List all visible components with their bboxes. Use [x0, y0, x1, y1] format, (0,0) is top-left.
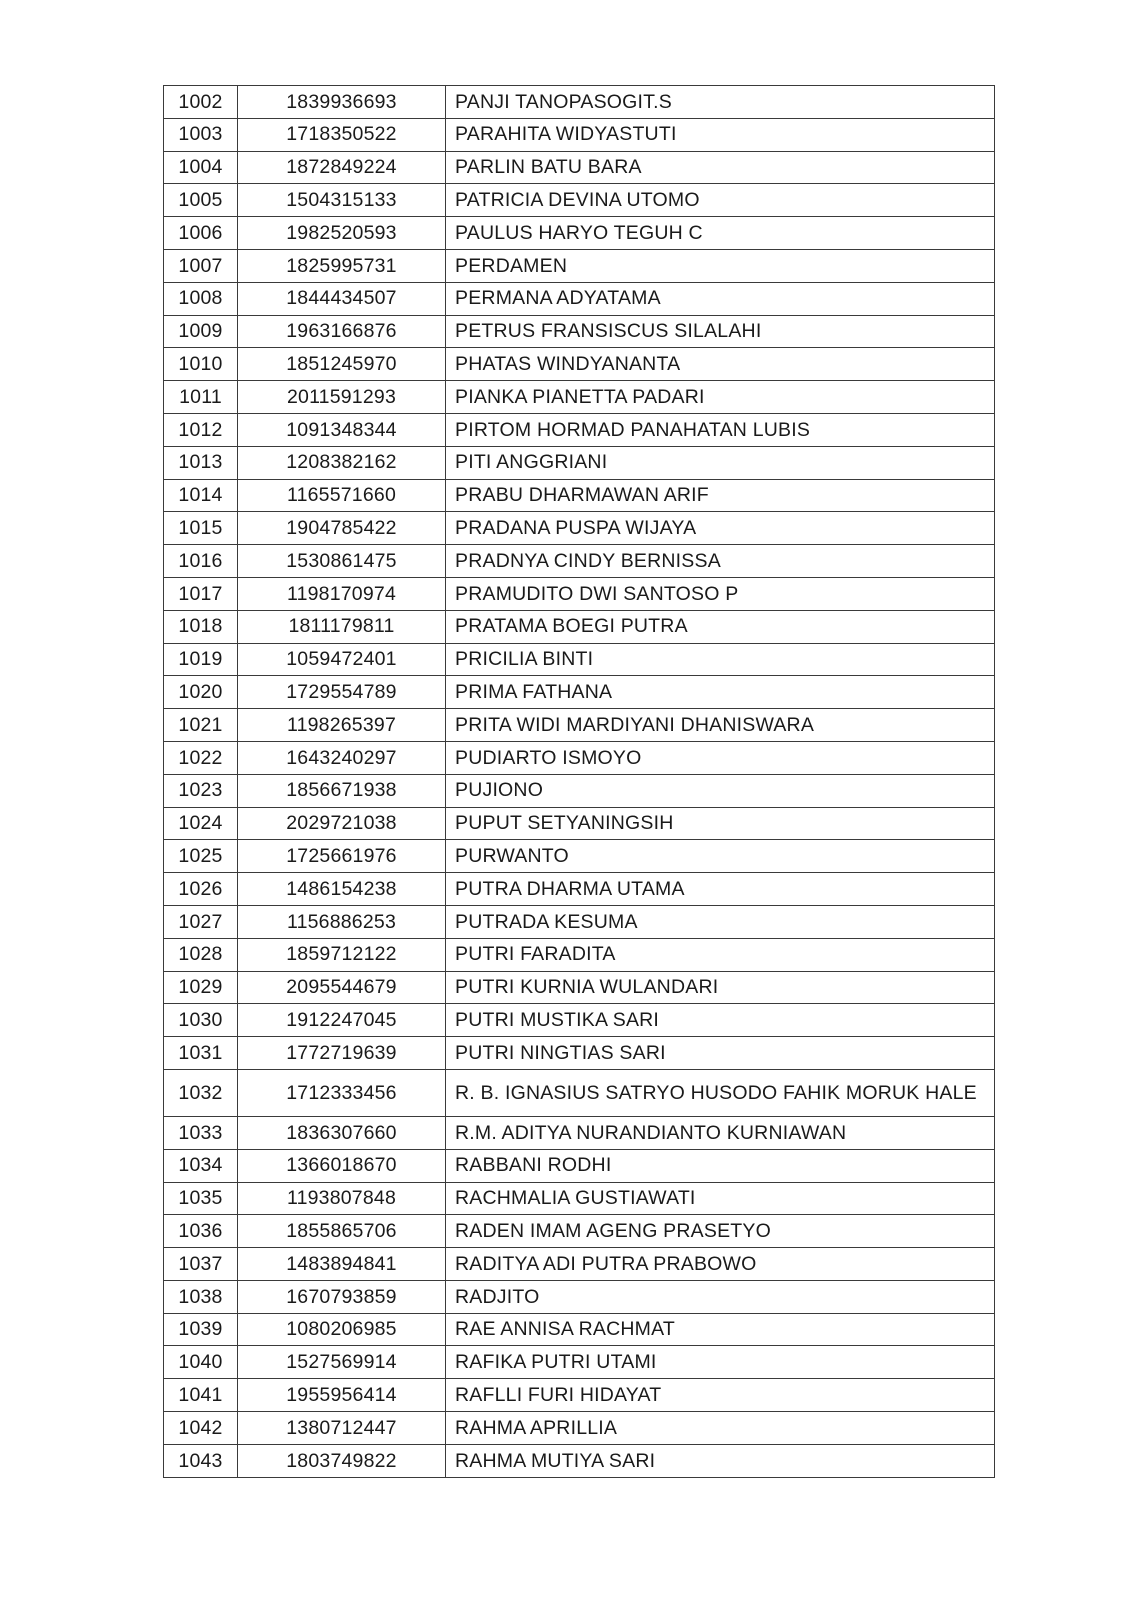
row-number: 1013	[164, 446, 238, 479]
row-name: PITI ANGGRIANI	[446, 446, 995, 479]
row-id: 1855865706	[238, 1215, 446, 1248]
row-id: 1059472401	[238, 643, 446, 676]
row-id: 1844434507	[238, 282, 446, 315]
row-id: 1380712447	[238, 1412, 446, 1445]
table-row	[164, 381, 995, 414]
row-number: 1019	[164, 643, 238, 676]
row-id: 1904785422	[238, 512, 446, 545]
participant-table	[163, 85, 995, 1478]
table-row	[164, 184, 995, 217]
row-id: 2029721038	[238, 807, 446, 840]
row-id: 1165571660	[238, 479, 446, 512]
row-number: 1018	[164, 610, 238, 643]
table-row	[164, 348, 995, 381]
row-name: RAHMA MUTIYA SARI	[446, 1444, 995, 1477]
row-name: RAHMA APRILLIA	[446, 1412, 995, 1445]
table-row	[164, 217, 995, 250]
row-number: 1025	[164, 840, 238, 873]
table-row	[164, 479, 995, 512]
row-name: PARAHITA WIDYASTUTI	[446, 118, 995, 151]
row-number: 1002	[164, 86, 238, 119]
row-number: 1021	[164, 709, 238, 742]
row-id: 1504315133	[238, 184, 446, 217]
row-number: 1033	[164, 1116, 238, 1149]
row-number: 1032	[164, 1069, 238, 1116]
row-name: PRITA WIDI MARDIYANI DHANISWARA	[446, 709, 995, 742]
row-number: 1007	[164, 249, 238, 282]
row-name: R. B. IGNASIUS SATRYO HUSODO FAHIK MORUK HALE	[446, 1069, 995, 1116]
table-row	[164, 1116, 995, 1149]
row-name: PUTRI MUSTIKA SARI	[446, 1004, 995, 1037]
table-row	[164, 1004, 995, 1037]
row-number: 1028	[164, 938, 238, 971]
row-number: 1027	[164, 905, 238, 938]
row-number: 1004	[164, 151, 238, 184]
row-number: 1012	[164, 413, 238, 446]
row-name: PRICILIA BINTI	[446, 643, 995, 676]
row-number: 1020	[164, 676, 238, 709]
row-name: PUTRA DHARMA UTAMA	[446, 873, 995, 906]
row-id: 1643240297	[238, 741, 446, 774]
table-row	[164, 512, 995, 545]
row-number: 1010	[164, 348, 238, 381]
row-number: 1022	[164, 741, 238, 774]
row-number: 1003	[164, 118, 238, 151]
row-name: RADJITO	[446, 1280, 995, 1313]
row-number: 1005	[164, 184, 238, 217]
row-name: PRIMA FATHANA	[446, 676, 995, 709]
row-id: 1670793859	[238, 1280, 446, 1313]
row-name: PAULUS HARYO TEGUH C	[446, 217, 995, 250]
row-number: 1036	[164, 1215, 238, 1248]
row-number: 1030	[164, 1004, 238, 1037]
row-name: RADEN IMAM AGENG PRASETYO	[446, 1215, 995, 1248]
row-number: 1008	[164, 282, 238, 315]
row-name: PHATAS WINDYANANTA	[446, 348, 995, 381]
row-id: 1811179811	[238, 610, 446, 643]
row-id: 1712333456	[238, 1069, 446, 1116]
row-number: 1016	[164, 545, 238, 578]
row-number: 1039	[164, 1313, 238, 1346]
table-row	[164, 1215, 995, 1248]
row-id: 1825995731	[238, 249, 446, 282]
table-row	[164, 610, 995, 643]
table-row	[164, 1037, 995, 1070]
table-row	[164, 446, 995, 479]
table-row	[164, 315, 995, 348]
row-id: 1772719639	[238, 1037, 446, 1070]
table-row	[164, 249, 995, 282]
table-row	[164, 1412, 995, 1445]
row-number: 1029	[164, 971, 238, 1004]
row-id: 1091348344	[238, 413, 446, 446]
row-number: 1023	[164, 774, 238, 807]
row-name: PUTRADA KESUMA	[446, 905, 995, 938]
table-row	[164, 86, 995, 119]
row-number: 1015	[164, 512, 238, 545]
table-row	[164, 676, 995, 709]
row-id: 1839936693	[238, 86, 446, 119]
row-id: 1080206985	[238, 1313, 446, 1346]
row-id: 1982520593	[238, 217, 446, 250]
row-name: PUPUT SETYANINGSIH	[446, 807, 995, 840]
row-name: PUTRI KURNIA WULANDARI	[446, 971, 995, 1004]
row-name: PRADANA PUSPA WIJAYA	[446, 512, 995, 545]
table-row	[164, 1069, 995, 1116]
table-row	[164, 1149, 995, 1182]
row-id: 1912247045	[238, 1004, 446, 1037]
row-number: 1014	[164, 479, 238, 512]
row-id: 1366018670	[238, 1149, 446, 1182]
row-id: 2011591293	[238, 381, 446, 414]
row-number: 1006	[164, 217, 238, 250]
table-row	[164, 413, 995, 446]
row-number: 1026	[164, 873, 238, 906]
row-name: PUJIONO	[446, 774, 995, 807]
row-id: 1955956414	[238, 1379, 446, 1412]
row-id: 1859712122	[238, 938, 446, 971]
table-row	[164, 840, 995, 873]
row-id: 1851245970	[238, 348, 446, 381]
row-id: 1729554789	[238, 676, 446, 709]
row-id: 1836307660	[238, 1116, 446, 1149]
table-row	[164, 774, 995, 807]
row-id: 1530861475	[238, 545, 446, 578]
row-id: 1208382162	[238, 446, 446, 479]
row-number: 1043	[164, 1444, 238, 1477]
row-name: RABBANI RODHI	[446, 1149, 995, 1182]
table-row	[164, 938, 995, 971]
row-id: 1198265397	[238, 709, 446, 742]
row-name: PIANKA PIANETTA PADARI	[446, 381, 995, 414]
row-name: RADITYA ADI PUTRA PRABOWO	[446, 1248, 995, 1281]
row-number: 1040	[164, 1346, 238, 1379]
table-row	[164, 807, 995, 840]
table-row	[164, 905, 995, 938]
row-name: PURWANTO	[446, 840, 995, 873]
row-name: RACHMALIA GUSTIAWATI	[446, 1182, 995, 1215]
row-name: PRADNYA CINDY BERNISSA	[446, 545, 995, 578]
row-number: 1017	[164, 577, 238, 610]
row-id: 1198170974	[238, 577, 446, 610]
row-id: 1527569914	[238, 1346, 446, 1379]
table-row	[164, 151, 995, 184]
row-number: 1037	[164, 1248, 238, 1281]
row-id: 1803749822	[238, 1444, 446, 1477]
row-number: 1042	[164, 1412, 238, 1445]
row-name: PRAMUDITO DWI SANTOSO P	[446, 577, 995, 610]
row-name: R.M. ADITYA NURANDIANTO KURNIAWAN	[446, 1116, 995, 1149]
table-row	[164, 118, 995, 151]
row-name: PRATAMA BOEGI PUTRA	[446, 610, 995, 643]
table-row	[164, 873, 995, 906]
row-number: 1034	[164, 1149, 238, 1182]
table-row	[164, 1346, 995, 1379]
row-name: RAFLLI FURI HIDAYAT	[446, 1379, 995, 1412]
row-id: 1483894841	[238, 1248, 446, 1281]
row-id: 1963166876	[238, 315, 446, 348]
row-number: 1011	[164, 381, 238, 414]
table-row	[164, 282, 995, 315]
row-id: 2095544679	[238, 971, 446, 1004]
row-name: PETRUS FRANSISCUS SILALAHI	[446, 315, 995, 348]
row-name: PARLIN BATU BARA	[446, 151, 995, 184]
row-name: PATRICIA DEVINA UTOMO	[446, 184, 995, 217]
row-number: 1031	[164, 1037, 238, 1070]
row-name: PUDIARTO ISMOYO	[446, 741, 995, 774]
table-row	[164, 1379, 995, 1412]
table-row	[164, 1182, 995, 1215]
row-name: PERDAMEN	[446, 249, 995, 282]
table-row	[164, 741, 995, 774]
row-id: 1856671938	[238, 774, 446, 807]
row-id: 1486154238	[238, 873, 446, 906]
row-number: 1038	[164, 1280, 238, 1313]
table-row	[164, 1444, 995, 1477]
table-row	[164, 1248, 995, 1281]
row-name: RAE ANNISA RACHMAT	[446, 1313, 995, 1346]
row-id: 1193807848	[238, 1182, 446, 1215]
table-row	[164, 709, 995, 742]
row-name: PANJI TANOPASOGIT.S	[446, 86, 995, 119]
row-number: 1009	[164, 315, 238, 348]
row-number: 1024	[164, 807, 238, 840]
row-number: 1041	[164, 1379, 238, 1412]
row-name: PIRTOM HORMAD PANAHATAN LUBIS	[446, 413, 995, 446]
row-name: PERMANA ADYATAMA	[446, 282, 995, 315]
row-name: PRABU DHARMAWAN ARIF	[446, 479, 995, 512]
row-id: 1718350522	[238, 118, 446, 151]
row-name: RAFIKA PUTRI UTAMI	[446, 1346, 995, 1379]
table-row	[164, 1313, 995, 1346]
table-row	[164, 971, 995, 1004]
row-id: 1156886253	[238, 905, 446, 938]
row-id: 1725661976	[238, 840, 446, 873]
row-name: PUTRI NINGTIAS SARI	[446, 1037, 995, 1070]
table-row	[164, 1280, 995, 1313]
table-row	[164, 577, 995, 610]
row-number: 1035	[164, 1182, 238, 1215]
row-id: 1872849224	[238, 151, 446, 184]
table-row	[164, 545, 995, 578]
row-name: PUTRI FARADITA	[446, 938, 995, 971]
table-row	[164, 643, 995, 676]
